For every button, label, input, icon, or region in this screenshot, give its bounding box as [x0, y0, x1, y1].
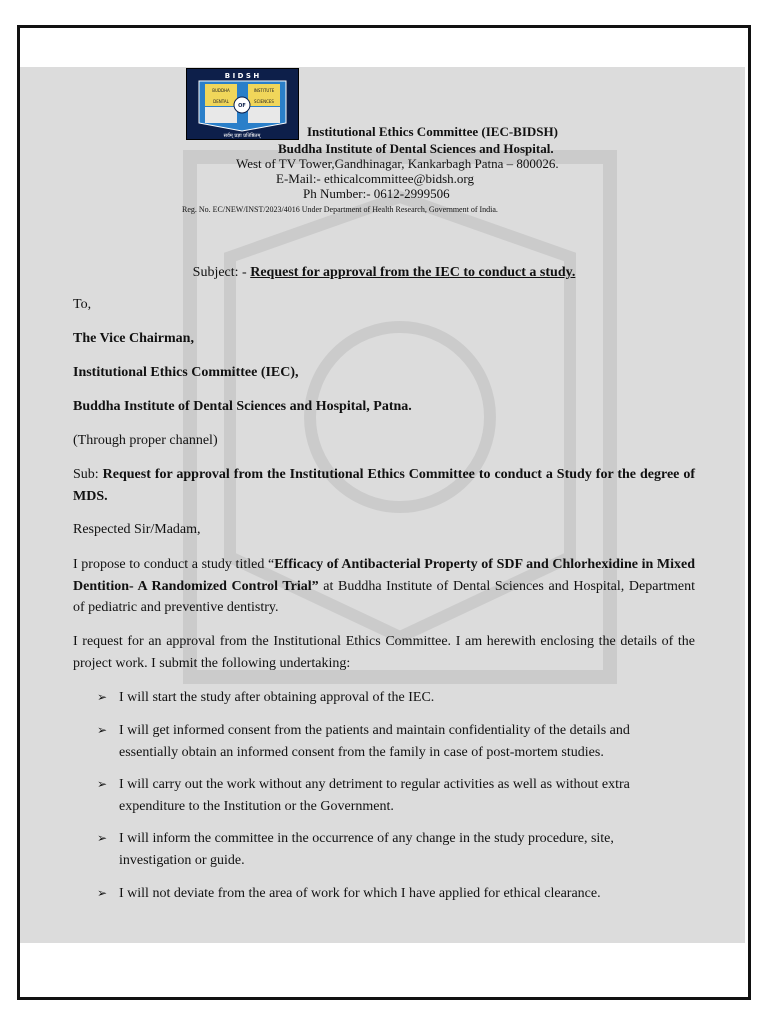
- subject-line: [73, 262, 695, 284]
- institute-name: Buddha Institute of Dental Sciences and Hospital.: [278, 141, 554, 156]
- addressee-line-3: Buddha Institute of Dental Sciences and Hospital, Patna.: [73, 399, 412, 414]
- addressee-line-2: Institutional Ethics Committee (IEC),: [73, 365, 299, 380]
- list-item-text: I will get informed consent from the patients and maintain confidentiality of the details and essentially obtain an informed consent from the family in case of post-mortem studies.: [119, 723, 630, 760]
- proposal-location: at Buddha Institute of Dental Sciences and Hospital, Department of pediatric and preventive dentistry.: [73, 578, 695, 615]
- institute-phone: Ph Number:- 0612-2999506: [303, 186, 450, 201]
- channel-line: (Through proper channel): [73, 433, 218, 448]
- sub-text: Request for approval from the Institutional Ethics Committee to conduct a Study for the degree of MDS.: [73, 467, 695, 504]
- institute-logo: [186, 68, 299, 140]
- arrow-bullet-icon: ➢: [97, 831, 108, 845]
- logo-right-text: INSTITUTE: [253, 88, 275, 93]
- logo-top-text: B I D S H: [224, 72, 260, 80]
- arrow-bullet-icon: ➢: [97, 777, 108, 791]
- logo-dental-text: DENTAL: [213, 99, 229, 104]
- list-item-text: I will start the study after obtaining approval of the IEC.: [119, 690, 435, 705]
- logo-of-text: OF: [238, 103, 246, 109]
- arrow-bullet-icon: ➢: [97, 723, 108, 737]
- logo-left-text: BUDDHA: [212, 88, 230, 93]
- subject-prefix: Subject: -: [192, 265, 251, 280]
- list-item-text: I will carry out the work without any detriment to regular activities as well as without extra expenditure to the Institution or the Government.: [119, 777, 630, 814]
- proposal-intro: I propose to conduct a study titled “: [73, 557, 275, 572]
- to-line: To,: [73, 297, 92, 312]
- sub-prefix: Sub:: [73, 467, 103, 482]
- logo-motto: सर्वम् प्रज्ञा प्रतिष्ठितम्: [223, 133, 261, 139]
- subject-text: Request for approval from the IEC to conduct a study.: [250, 265, 576, 280]
- institute-email: E-Mail:- ethicalcommittee@bidsh.org: [276, 171, 475, 186]
- sub-paragraph: [73, 464, 695, 507]
- institute-address: West of TV Tower,Gandhinagar, Kankarbagh Patna – 800026.: [236, 156, 559, 171]
- proposal-paragraph: [73, 554, 695, 619]
- registration-number: Reg. No. EC/NEW/INST/2023/4016 Under Department of Health Research, Government of India.: [182, 205, 498, 214]
- request-paragraph: I request for an approval from the Institutional Ethics Committee. I am herewith enclosing the details of the project work. I submit the following undertaking:: [73, 634, 695, 671]
- list-item-text: I will not deviate from the area of work for which I have applied for ethical clearance.: [119, 886, 601, 901]
- addressee-line-1: The Vice Chairman,: [73, 331, 194, 346]
- salutation: Respected Sir/Madam,: [73, 522, 201, 537]
- logo-sciences-text: SCIENCES: [254, 99, 274, 104]
- arrow-bullet-icon: ➢: [97, 886, 108, 900]
- study-title: Efficacy of Antibacterial Property of SDF and Chlorhexidine in Mixed Dentition- A Randomized Control Trial”: [73, 557, 695, 594]
- arrow-bullet-icon: ➢: [97, 690, 108, 704]
- committee-name: Institutional Ethics Committee (IEC-BIDSH): [307, 124, 558, 139]
- list-item-text: I will inform the committee in the occurrence of any change in the study procedure, site, investigation or guide.: [119, 831, 614, 868]
